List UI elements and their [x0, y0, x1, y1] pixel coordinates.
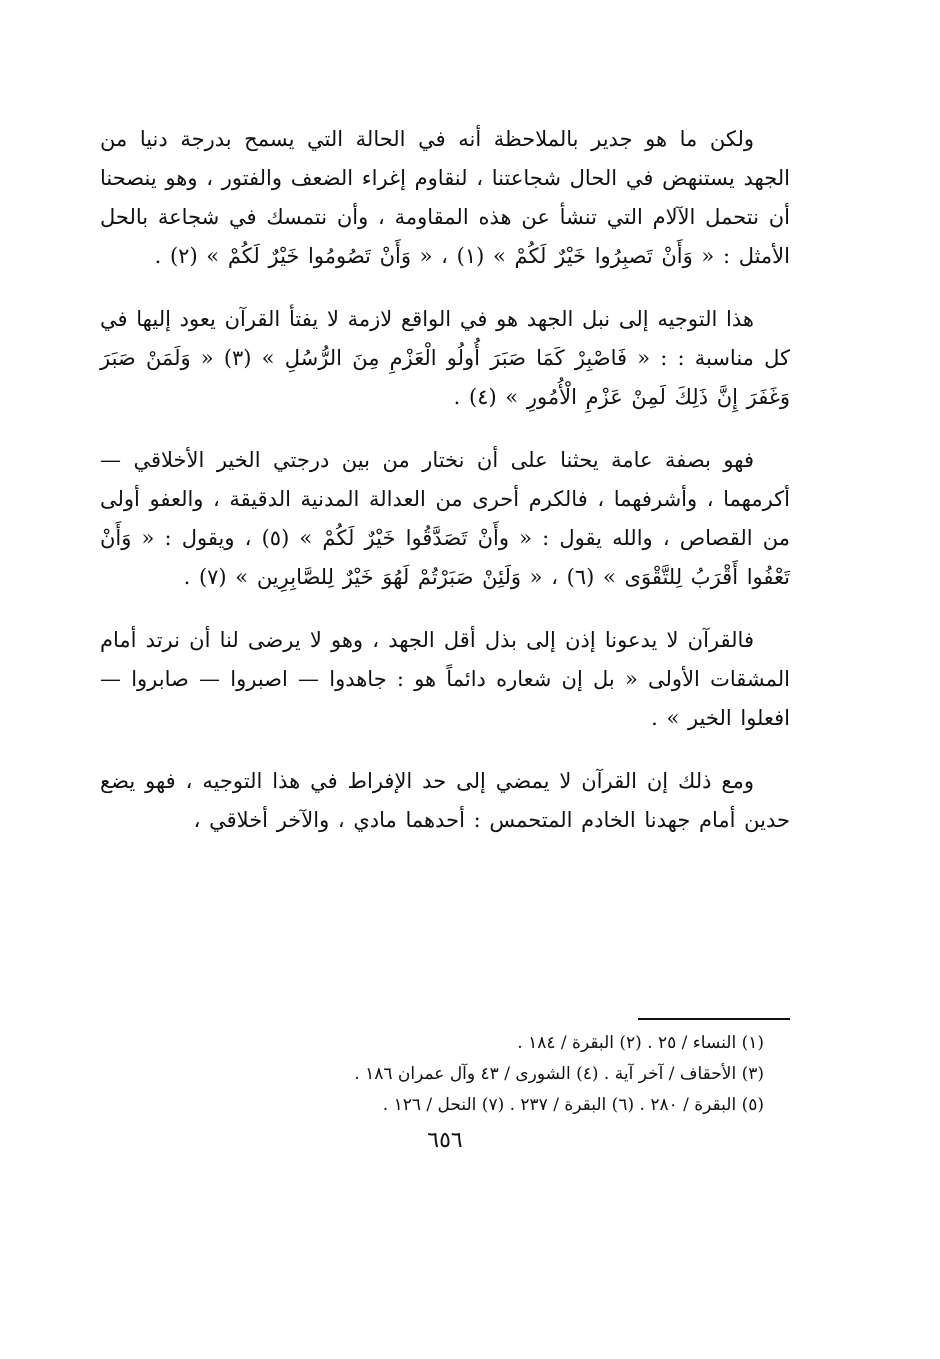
footnotes — [124, 1028, 764, 1121]
page-number: ٦٥٦ — [427, 1128, 463, 1153]
footnote-line-2: (٣) الأحقاف / آخر آية . (٤) الشورى / ٤٣ وآل عمران ١٨٦ . — [354, 1064, 764, 1084]
footnote-divider — [638, 1018, 790, 1020]
paragraph-2: هذا التوجيه إلى نبل الجهد هو في الواقع لازمة لا يفتأ القرآن يعود إليها في كل مناسبة : : « فَاصْبِرْ كَمَا صَبَرَ أُولُو الْعَزْمِ مِنَ الرُّسُلِ » (٣) « وَلَمَنْ صَبَرَ وَغَفَرَ إِنَّ ذَلِكَ لَمِنْ عَزْمِ الْأُمُورِ » (٤) . — [100, 307, 790, 409]
paragraph-1: ولكن ما هو جدير بالملاحظة أنه في الحالة التي يسمح بدرجة دنيا من الجهد يستنهض في الحال شجاعتنا ، لنقاوم إغراء الضعف والفتور ، وهو ينصحنا أن نتحمل الآلام التي تنشأ عن هذه المقاومة ، وأن نتمسك في شجاعة بالحل الأمثل : « وَأَنْ تَصبِرُوا خَيْرٌ لَكُمْ » (١) ، « وَأَنْ تَصُومُوا خَيْرٌ لَكُمْ » (٢) . — [100, 127, 790, 268]
paragraph-4: فالقرآن لا يدعونا إذن إلى بذل أقل الجهد ، وهو لا يرضى لنا أن نرتد أمام المشقات الأولى « بل إن شعاره دائماً هو : جاهدوا — اصبروا — صابروا — افعلوا الخير » . — [100, 628, 790, 730]
footnote-line-1: (١) النساء / ٢٥ . (٢) البقرة / ١٨٤ . — [517, 1033, 764, 1053]
paragraph-3: فهو بصفة عامة يحثنا على أن نختار من بين درجتي الخير الأخلاقي — أكرمهما ، وأشرفهما ، فالكرم أحرى من العدالة المدنية الدقيقة ، والعفو أولى من القصاص ، والله يقول : « وأَنْ تَصَدَّقُوا خَيْرٌ لَكُمْ » (٥) ، ويقول : « وَأَنْ تَعْفُوا أَقْرَبُ لِلتَّقْوَى » (٦) ، « وَلَئِنْ صَبَرْتُمْ لَهُوَ خَيْرٌ لِلصَّابِرِين » (٧) . — [100, 448, 791, 589]
footnote-line-3: (٥) البقرة / ٢٨٠ . (٦) البقرة / ٢٣٧ . (٧) النحل / ١٢٦ . — [382, 1095, 764, 1115]
page-body — [100, 120, 790, 1240]
paragraph-5: ومع ذلك إن القرآن لا يمضي إلى حد الإفراط في هذا التوجيه ، فهو يضع حدين أمام جهدنا الخادم المتحمس : أحدهما مادي ، والآخر أخلاقي ، — [100, 769, 790, 832]
